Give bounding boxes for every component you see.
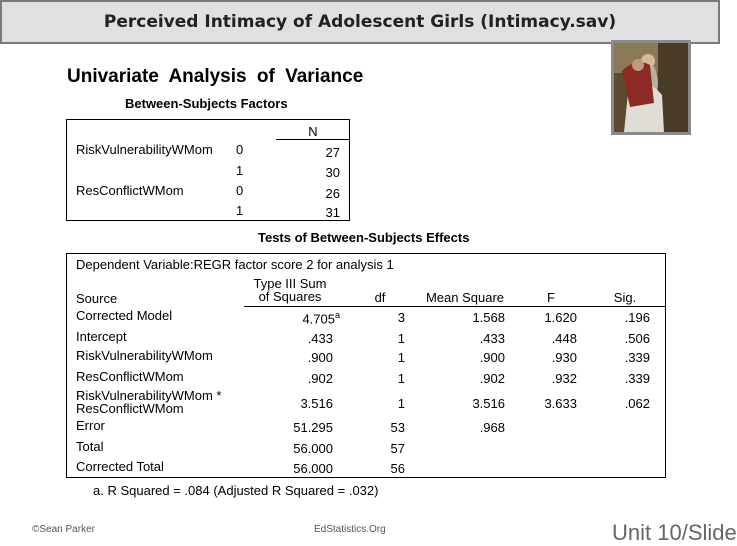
effect-ss: .902 <box>307 371 333 386</box>
effect-df: 3 <box>397 310 405 325</box>
effect-f: 1.620 <box>544 310 577 325</box>
footer-author: ©Sean Parker <box>32 524 95 535</box>
ss-header-line1: Type III Sum <box>253 276 327 291</box>
factor-name: RiskVulnerabilityWMom <box>76 142 213 157</box>
effect-df: 1 <box>397 350 405 365</box>
effect-f: 3.633 <box>544 396 577 411</box>
effect-f: .448 <box>551 331 577 346</box>
effect-ss: 51.295 <box>293 420 333 435</box>
factor-level: 0 <box>236 183 244 198</box>
factor-level: 0 <box>236 142 244 157</box>
effect-mean-square: .902 <box>479 371 505 386</box>
effect-source: RiskVulnerabilityWMom * <box>76 388 222 403</box>
mean-square-header: Mean Square <box>425 290 505 305</box>
effect-df: 53 <box>390 420 405 435</box>
factors-table-left-border <box>66 119 67 221</box>
factor-level: 1 <box>236 163 244 178</box>
effect-source: ResConflictWMom <box>76 369 184 384</box>
effects-table-bottom-border <box>66 477 666 478</box>
footnote-marker: a <box>334 310 340 320</box>
f-header: F <box>547 290 555 305</box>
effects-table-top-border <box>66 253 666 254</box>
effect-source: Total <box>76 439 104 454</box>
factor-n: 30 <box>325 165 340 180</box>
unit-slide-label: Unit 10/Slide <box>612 520 737 545</box>
effect-sig: .339 <box>624 350 650 365</box>
effect-sig: .339 <box>624 371 650 386</box>
effect-source: Error <box>76 418 105 433</box>
effect-f: .930 <box>551 350 577 365</box>
source-header: Source <box>76 291 118 306</box>
effect-mean-square: 1.568 <box>472 310 505 325</box>
df-header: df <box>374 290 386 305</box>
dependent-variable-label: Dependent Variable:REGR factor score 2 for analysis 1 <box>76 257 394 272</box>
effect-sig: .196 <box>624 310 650 325</box>
effect-df: 1 <box>397 371 405 386</box>
effect-f: .932 <box>551 371 577 386</box>
effect-ss: .433 <box>307 331 333 346</box>
painting-art-icon <box>614 43 688 132</box>
factors-table-bottom-border <box>66 220 350 221</box>
effect-ss: .900 <box>307 350 333 365</box>
effect-source: Intercept <box>76 329 127 344</box>
painting-image <box>611 40 691 135</box>
effects-table-right-border <box>665 253 666 478</box>
factor-name: ResConflictWMom <box>76 183 184 198</box>
effect-mean-square: .433 <box>479 331 505 346</box>
slide-title: Perceived Intimacy of Adolescent Girls (Intimacy.sav) <box>103 12 617 32</box>
factor-n: 31 <box>325 205 340 220</box>
effect-mean-square: .968 <box>479 420 505 435</box>
effect-source-continued: ResConflictWMom <box>76 401 184 416</box>
effect-source: Corrected Total <box>76 459 164 474</box>
effect-df: 57 <box>390 441 405 456</box>
effects-header-underline <box>244 306 665 307</box>
factor-n: 27 <box>325 145 340 160</box>
footer-website: EdStatistics.Org <box>314 524 386 535</box>
sig-header: Sig. <box>613 290 637 305</box>
slide-title-bar <box>0 0 720 44</box>
factors-table-top-border <box>66 119 350 120</box>
effect-df: 1 <box>397 396 405 411</box>
effect-ss: 4.705$^a$ <box>302 310 340 327</box>
effect-mean-square: .900 <box>479 350 505 365</box>
effect-sig: .506 <box>624 331 650 346</box>
factors-table-heading: Between-Subjects Factors <box>125 96 288 111</box>
effect-ss: 56.000 <box>293 441 333 456</box>
effect-sig: .062 <box>624 396 650 411</box>
effects-table-heading: Tests of Between-Subjects Effects <box>258 230 470 245</box>
factors-header-underline <box>276 139 350 140</box>
effects-table-left-border <box>66 253 67 478</box>
spss-output-title: Univariate Analysis of Variance <box>67 66 364 87</box>
factors-n-header: N <box>308 124 318 139</box>
effect-df: 1 <box>397 331 405 346</box>
factor-level: 1 <box>236 203 244 218</box>
effects-footnote: a. R Squared = .084 (Adjusted R Squared = .032) <box>93 483 379 498</box>
effect-source: RiskVulnerabilityWMom <box>76 348 213 363</box>
factors-table-right-border <box>349 119 350 221</box>
effect-mean-square: 3.516 <box>472 396 505 411</box>
effect-ss: 3.516 <box>300 396 333 411</box>
effect-ss: 56.000 <box>293 461 333 476</box>
ss-header-line2: of Squares <box>258 289 322 304</box>
effect-df: 56 <box>390 461 405 476</box>
effect-source: Corrected Model <box>76 308 173 323</box>
factor-n: 26 <box>325 186 340 201</box>
